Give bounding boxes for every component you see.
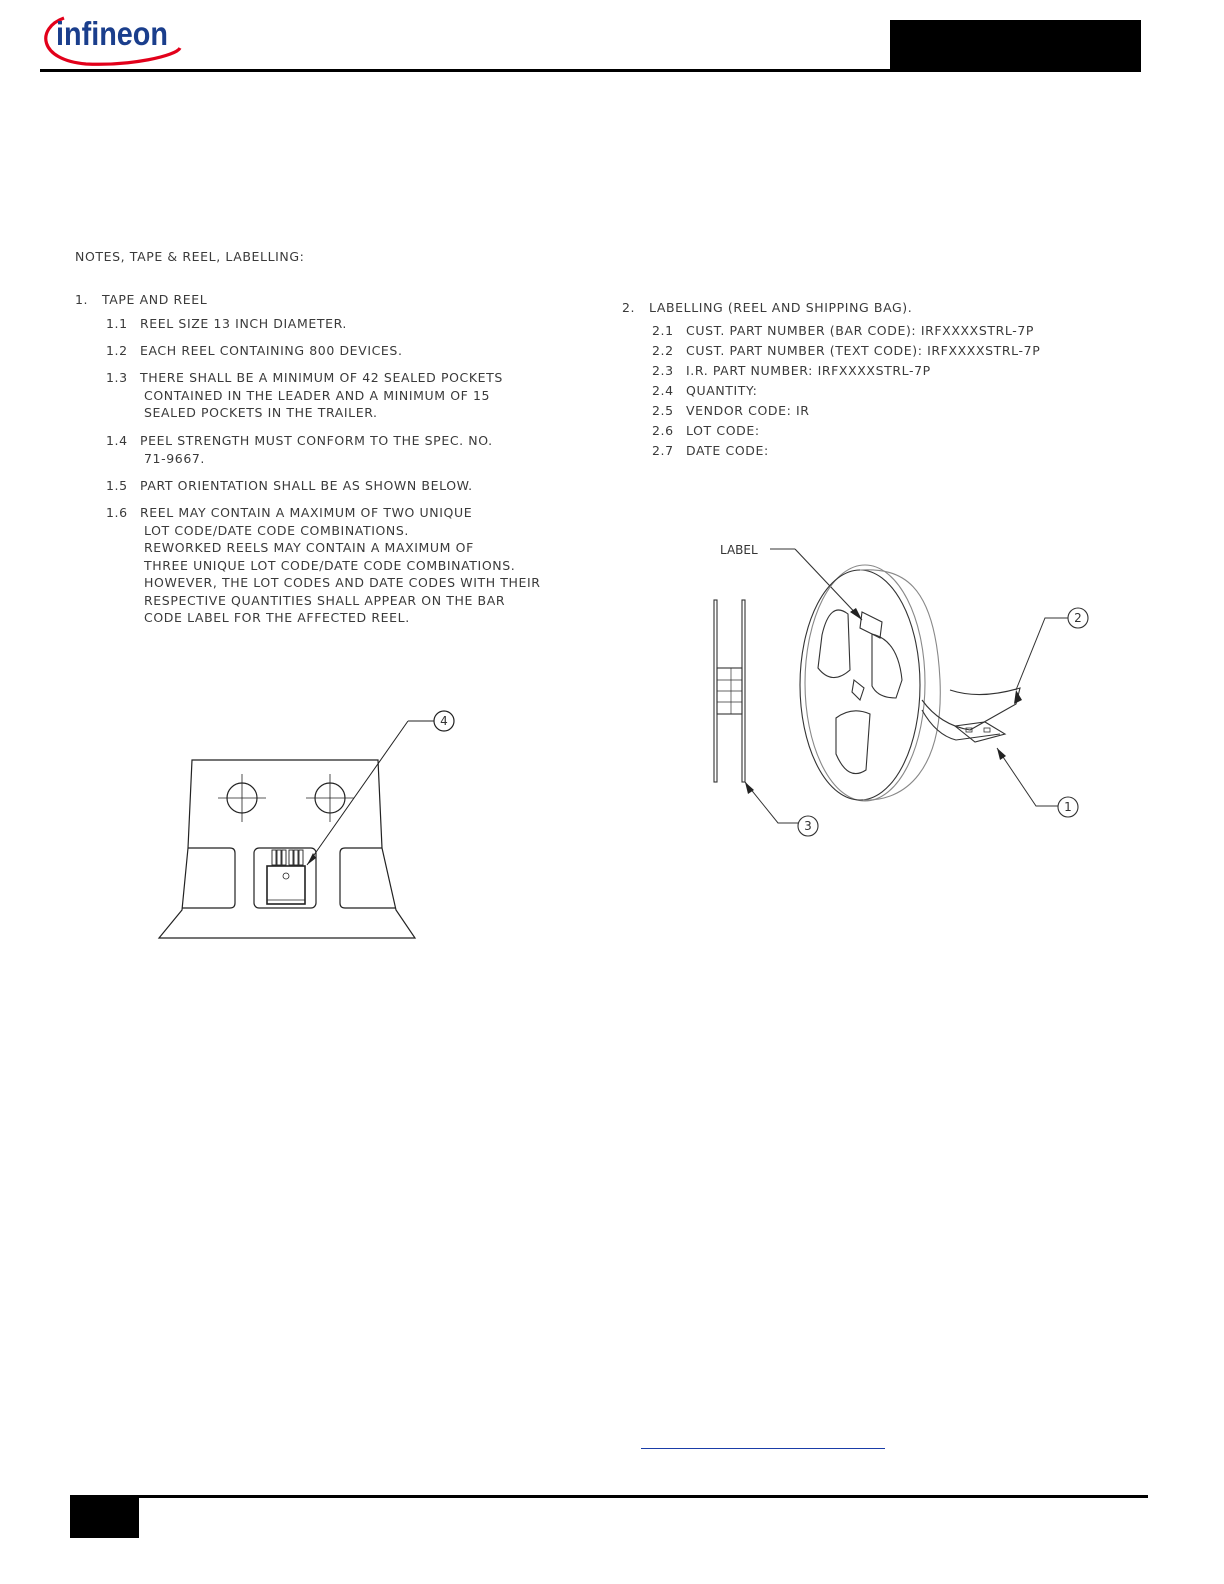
section-1-title-text: TAPE AND REEL <box>102 292 208 307</box>
callout-2-label: 2 <box>1074 611 1082 625</box>
logo-text: infineon <box>56 15 168 52</box>
item-2-3: 2.3 I.R. PART NUMBER: IRFXXXXSTRL-7P <box>652 363 931 378</box>
item-1-4: 1.4 PEEL STRENGTH MUST CONFORM TO THE SPEC. NO. 71-9667. <box>106 433 493 466</box>
pocket-center <box>254 848 316 908</box>
footer-hyperlink-underline[interactable] <box>641 1448 885 1449</box>
item-2-4: 2.4 QUANTITY: <box>652 383 758 398</box>
label-text: LABEL <box>720 543 758 557</box>
notes-heading: NOTES, TAPE & REEL, LABELLING: <box>75 249 305 264</box>
reel-window-1 <box>818 610 850 678</box>
reel-label-patch <box>860 612 882 638</box>
callout-4-label: 4 <box>440 714 448 728</box>
item-1-5: 1.5 PART ORIENTATION SHALL BE AS SHOWN BELOW. <box>106 478 473 493</box>
device-body <box>267 866 305 904</box>
reel-back-flange <box>805 565 925 801</box>
header-black-block <box>890 20 1141 72</box>
section-2-title <box>622 299 912 317</box>
reel-window-3 <box>836 711 870 774</box>
callout-3-label: 3 <box>804 819 812 833</box>
reel-drawing <box>700 530 1100 850</box>
callout-1-label: 1 <box>1064 800 1072 814</box>
leader-3 <box>745 782 798 823</box>
item-1-1: 1.1 REEL SIZE 13 INCH DIAMETER. <box>106 316 347 331</box>
section-2-title-text: LABELLING (REEL AND SHIPPING BAG). <box>649 300 913 315</box>
tape-outline <box>159 760 415 938</box>
device-leads <box>272 850 303 865</box>
section-1-title <box>75 291 207 309</box>
pocket-right <box>340 848 396 908</box>
carrier-tape-drawing <box>150 700 460 950</box>
item-1-2: 1.2 EACH REEL CONTAINING 800 DEVICES. <box>106 343 403 358</box>
item-2-5: 2.5 VENDOR CODE: IR <box>652 403 810 418</box>
reel-hub <box>852 680 864 700</box>
section-1-number: 1. <box>75 292 89 307</box>
footer-rule <box>70 1495 1148 1498</box>
item-2-1: 2.1 CUST. PART NUMBER (BAR CODE): IRFXXXXSTRL-7P <box>652 323 1035 338</box>
footer-black-block <box>70 1497 139 1538</box>
leader-1 <box>997 748 1058 806</box>
item-2-7: 2.7 DATE CODE: <box>652 443 769 458</box>
item-2-2: 2.2 CUST. PART NUMBER (TEXT CODE): IRFXXXXSTRL-7P <box>652 343 1041 358</box>
leader-2 <box>1016 618 1068 690</box>
infineon-logo <box>36 8 186 70</box>
pocket-left <box>182 848 235 908</box>
item-1-3: 1.3 THERE SHALL BE A MINIMUM OF 42 SEALED POCKETS CONTAINED IN THE LEADER AND A MINIMUM OF 15 SEALED POCKETS IN THE TRAILER. <box>106 370 503 420</box>
section-2-number: 2. <box>622 300 636 315</box>
item-2-6: 2.6 LOT CODE: <box>652 423 760 438</box>
reel-window-2 <box>872 634 902 698</box>
leader-4 <box>307 721 408 865</box>
item-1-6: 1.6 REEL MAY CONTAIN A MAXIMUM OF TWO UNIQUE LOT CODE/DATE CODE COMBINATIONS. REWORKED REELS MAY CONTAIN A MAXIMUM OF THREE UNIQUE LOT CODE/DATE CODE COMBINATIONS. HOWEVER, THE LOT CODES AND DATE CODES WITH THEIR RESPECTIVE QUANTITIES SHALL APPEAR ON THE BAR CODE LABEL FOR THE AFFECTED REEL. <box>106 505 541 625</box>
